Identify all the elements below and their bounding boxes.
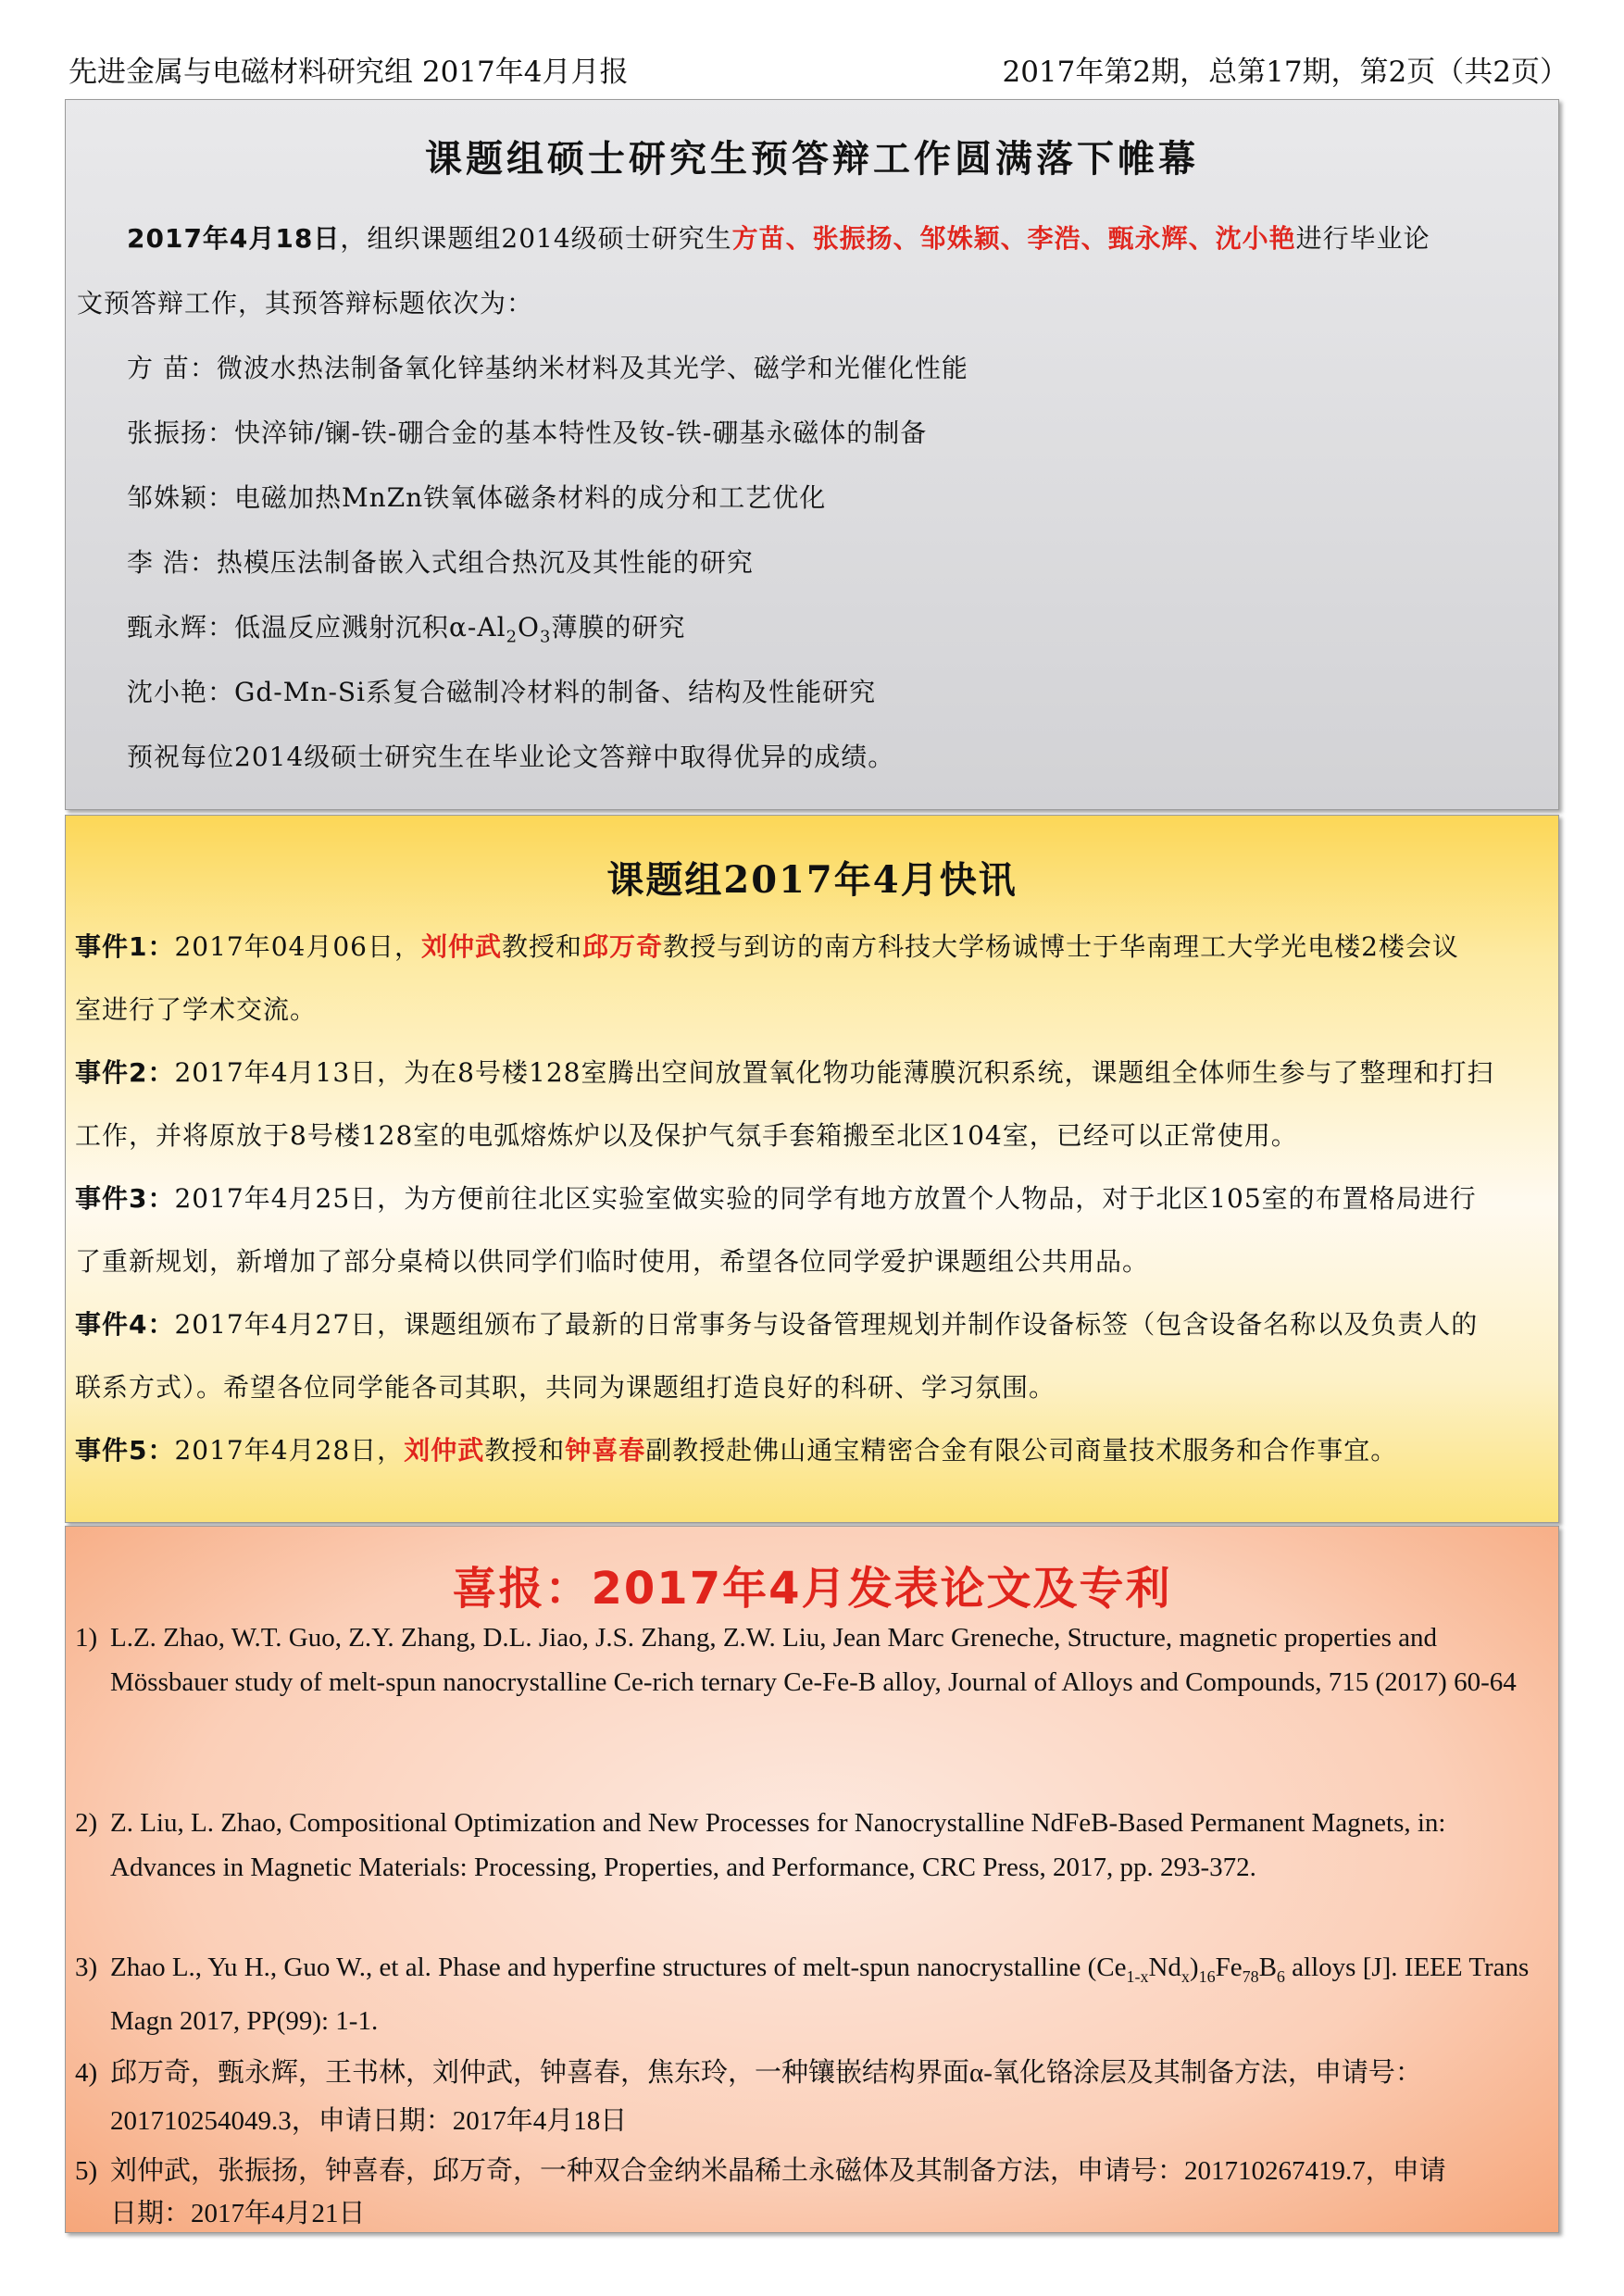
event-text: 2017年4月28日， [174,1435,405,1466]
header-right: 2017年第2期，总第17期，第2页（共2页） [1002,56,1568,89]
defense-intro-line2: 文预答辩工作，其预答辩标题依次为： [77,288,534,318]
news-event [75,1304,1478,1341]
intro-date: 2017年4月18日 [127,223,341,254]
pub-fragment: ) [1189,1953,1199,1982]
event-label: 事件5： [75,1435,175,1466]
publication-text: L.Z. Zhao, W.T. Guo, Z.Y. Zhang, D.L. Jiao, J.S. Zhang, Z.W. Liu, Jean Marc Greneche, Structure, magnetic properties and Mössbauer study of melt-spun nanocrystalline Ce-rich ternary Ce-Fe-B alloy, Journal of Alloys and Compounds, 715 (2017) 60-64 [110,1623,1517,1697]
student-name: 方 苗： [127,353,217,383]
list-item [127,543,754,580]
publication-text-continued [75,2099,1547,2143]
student-name: 邹姝颖： [127,482,235,513]
student-name: 张振扬： [127,418,235,448]
publication-text: Z. Liu, L. Zhao, Compositional Optimization and New Processes for Nanocrystalline NdFeB-Based Permanent Magnets, in: Advances in Magnetic Materials: Processing, Properties, and Performance, CRC Press, 2017, pp. 293-372. [110,1808,1446,1882]
publication-text: 邱万奇，甄永辉，王书林，刘仲武，钟喜春，焦东玲，一种镶嵌结构界面α-氧化铬涂层及其制备方法，申请号： [110,2058,1422,2088]
news-event [75,1053,1493,1090]
intro-pre: ，组织课题组2014级硕士研究生 [340,223,732,254]
news-event [75,927,1459,964]
defense-closing: 预祝每位2014级硕士研究生在毕业论文答辩中取得优异的成绩。 [127,742,895,772]
event-text: 教授和 [484,1435,566,1466]
list-item [127,348,968,385]
publication-text-continued [75,2191,1547,2236]
event-text: 教授和 [502,931,583,962]
pub-fragment: Nd [1148,1953,1181,1982]
thesis-title: 低温反应溅射沉积α-Al [234,612,506,643]
pub-fragment: Zhao L., Yu H., Guo W., et al. Phase and hyperfine structures of melt-spun nanocrystalline (Ce [110,1953,1127,1982]
event-text: 工作，并将原放于8号楼128室的电弧熔炼炉以及保护气氛手套箱搬至北区104室，已经可以正常使用。 [75,1120,1298,1151]
list-item [127,413,927,450]
subscript: 1-x [1126,1966,1149,1986]
publication-text: 刘仲武，张振扬，钟喜春，邱万奇，一种双合金纳米晶稀土永磁体及其制备方法，申请号：201710267419.7，申请 [110,2156,1446,2186]
news-section [65,815,1559,1523]
event-text: 2017年4月13日，为在8号楼128室腾出空间放置氧化物功能薄膜沉积系统，课题组全体师生参与了整理和打扫 [174,1057,1494,1088]
event-label: 事件1： [75,931,175,962]
item-number: 4) [75,2058,98,2088]
thesis-title: 微波水热法制备氧化锌基纳米材料及其光学、磁学和光催化性能 [216,353,968,383]
news-event [75,1179,1477,1216]
item-number: 2) [75,1808,98,1838]
person-name: 邱万奇 [582,931,664,962]
event-text: 了重新规划，新增加了部分桌椅以供同学们临时使用，希望各位同学爱护课题组公共用品。 [75,1246,1150,1277]
person-name: 刘仲武 [404,1435,485,1466]
publications-section [65,1526,1559,2233]
publication-item [75,1616,1547,1704]
item-number: 5) [75,2156,98,2186]
event-text: 联系方式）。希望各位同学能各司其职，共同为课题组打造良好的科研、学习氛围。 [75,1372,1056,1403]
pub-fragment: alloys [J]. IEEE Trans Magn 2017, PP(99): 1-1. [110,1953,1530,2036]
thesis-title: 薄膜的研究 [551,612,686,643]
subscript: 3 [539,627,552,647]
publication-text [110,1945,1547,2043]
pub-fragment: Fe [1215,1953,1243,1982]
thesis-title: 电磁加热MnZn铁氧体磁条材料的成分和工艺优化 [234,482,827,513]
publication-item [75,2149,1547,2193]
publication-item [75,1945,1547,2043]
event-text: 室进行了学术交流。 [75,994,318,1025]
event-label: 事件4： [75,1309,175,1340]
student-name: 甄永辉： [127,612,235,643]
subscript: 16 [1198,1966,1216,1986]
thesis-title: O [518,612,540,643]
event-text: 2017年04月06日， [174,931,422,962]
publication-text: 201710254049.3，申请日期：2017年4月18日 [110,2106,628,2136]
person-name: 刘仲武 [421,931,503,962]
list-item [127,478,826,515]
intro-post: 进行毕业论 [1295,223,1430,254]
header-left: 先进金属与电磁材料研究组 2017年4月月报 [69,56,629,89]
thesis-title: Gd-Mn-Si系复合磁制冷材料的制备、结构及性能研究 [234,677,877,707]
defense-intro [127,218,1430,256]
event-label: 事件3： [75,1183,175,1214]
page-header [69,48,1568,94]
publications-title: 喜报：2017年4月发表论文及专利 [452,1563,1172,1615]
event-text: 副教授赴佛山通宝精密合金有限公司商量技术服务和合作事宜。 [645,1435,1398,1466]
news-title: 课题组2017年4月快讯 [606,858,1018,902]
person-name: 钟喜春 [565,1435,646,1466]
item-number: 1) [75,1623,98,1653]
item-number: 3) [75,1953,98,1982]
subscript: 78 [1242,1966,1259,1986]
list-item [127,672,876,709]
publication-text: 日期：2017年4月21日 [110,2199,366,2228]
thesis-title: 快淬铈/镧-铁-硼合金的基本特性及钕-铁-硼基永磁体的制备 [234,418,928,448]
student-name: 沈小艳： [127,677,235,707]
publication-item [75,2051,1547,2095]
defense-title: 课题组硕士研究生预答辩工作圆满落下帷幕 [425,137,1199,181]
event-text: 2017年4月25日，为方便前往北区实验室做实验的同学有地方放置个人物品，对于北区105室的布置格局进行 [174,1183,1477,1214]
event-text: 教授与到访的南方科技大学杨诚博士于华南理工大学光电楼2楼会议 [663,931,1459,962]
news-event [75,1430,1397,1467]
event-label: 事件2： [75,1057,175,1088]
subscript: 2 [506,627,518,647]
student-names: 方苗、张振扬、邹姝颖、李浩、甄永辉、沈小艳 [731,223,1296,254]
thesis-title: 热模压法制备嵌入式组合热沉及其性能的研究 [216,547,754,578]
pub-fragment: B [1258,1953,1277,1982]
subscript: x [1181,1966,1190,1986]
event-text: 2017年4月27日，课题组颁布了最新的日常事务与设备管理规划并制作设备标签（包含设备名称以及负责人的 [174,1309,1479,1340]
subscript: 6 [1276,1966,1285,1986]
list-item [127,607,685,647]
student-name: 李 浩： [127,547,217,578]
defense-section [65,99,1559,810]
publication-item [75,1801,1547,1890]
